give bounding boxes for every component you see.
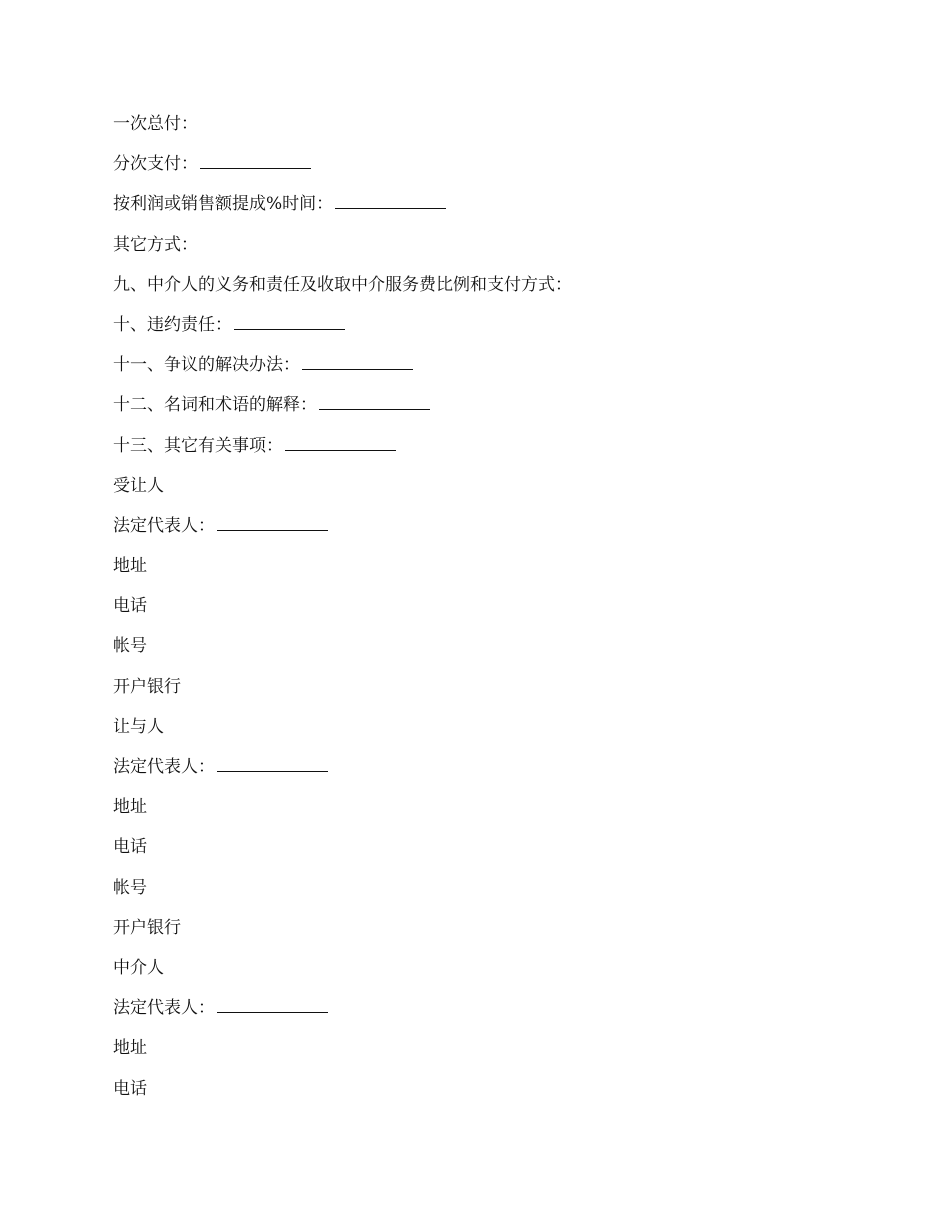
line-text: 开户银行 [113,917,181,938]
document-line [113,954,873,994]
document-line [113,753,873,793]
document-line [113,311,873,351]
fill-in-blank [335,190,446,209]
line-text: 法定代表人： [113,998,215,1019]
line-text: 法定代表人： [113,515,215,536]
line-text: 中介人 [113,957,164,978]
document-line [113,231,873,271]
document-line [113,874,873,914]
fill-in-blank [217,512,328,531]
line-text: 十二、名词和术语的解释： [113,395,317,416]
fill-in-blank [319,391,430,410]
document-line [113,472,873,512]
document-line [113,833,873,873]
line-text: 一次总付： [113,114,198,134]
line-text: 十一、争议的解决办法： [113,355,300,376]
document-line [113,592,873,632]
document-line [113,1034,873,1074]
line-text: 十三、其它有关事项： [113,435,283,456]
line-text: 开户银行 [113,676,181,697]
document-line [113,793,873,833]
line-text: 十、违约责任： [113,314,232,335]
line-text: 受让人 [113,475,164,496]
document-line [113,391,873,431]
line-text: 电话 [113,837,147,858]
line-text: 帐号 [113,877,147,898]
line-text: 电话 [113,596,147,617]
fill-in-blank [234,311,345,330]
document-line [113,632,873,672]
document-line [113,110,873,150]
document-body [113,110,873,1115]
document-line [113,914,873,954]
line-text: 地址 [113,1038,147,1059]
document-line [113,713,873,753]
line-text: 地址 [113,556,147,577]
document-line [113,512,873,552]
line-text: 其它方式： [113,234,198,255]
line-text: 地址 [113,797,147,818]
document-line [113,190,873,230]
line-text: 法定代表人： [113,757,215,777]
line-text: 帐号 [113,636,147,657]
fill-in-blank [285,432,396,451]
fill-in-blank [217,753,328,772]
document-line [113,1075,873,1115]
document-line [113,994,873,1034]
line-text: 分次支付： [113,154,198,175]
document-line [113,271,873,311]
fill-in-blank [217,994,328,1013]
line-text: 九、中介人的义务和责任及收取中介服务费比例和支付方式： [113,274,572,295]
fill-in-blank [302,351,413,370]
fill-in-blank [200,150,311,169]
document-line [113,150,873,190]
line-text: 让与人 [113,716,164,737]
document-line [113,552,873,592]
document-line [113,432,873,472]
document-line [113,673,873,713]
line-text: 电话 [113,1078,147,1099]
line-text: 按利润或销售额提成%时间： [113,194,334,215]
document-line [113,351,873,391]
